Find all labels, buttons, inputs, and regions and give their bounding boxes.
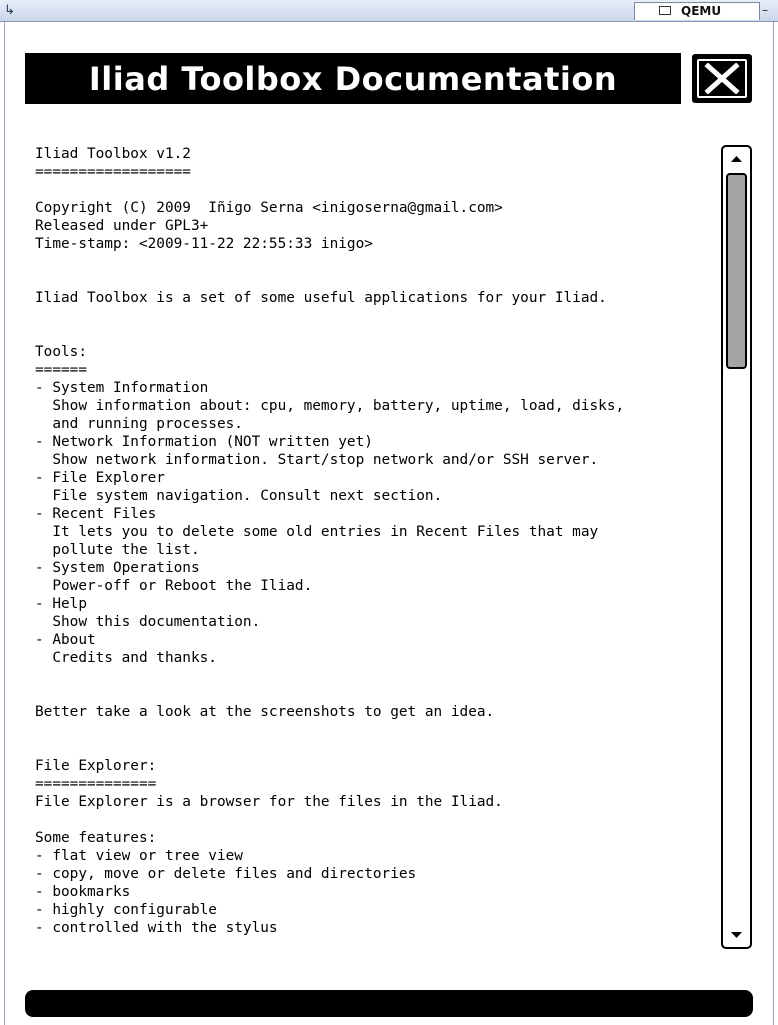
doc-line: Credits and thanks.	[35, 650, 217, 666]
documentation-text	[35, 145, 715, 945]
doc-line: File Explorer is a browser for the files in the Iliad.	[35, 794, 503, 810]
doc-line: - highly configurable	[35, 902, 217, 918]
doc-line: - Help	[35, 596, 87, 612]
doc-line	[35, 271, 715, 289]
doc-line: - bookmarks	[35, 884, 131, 900]
doc-line: ==============	[35, 776, 157, 792]
doc-line: - copy, move or delete files and directories	[35, 866, 417, 882]
doc-line: - System Information	[35, 380, 209, 396]
doc-line: ======	[35, 362, 87, 378]
doc-line: Better take a look at the screenshots to get an idea.	[35, 704, 495, 720]
window-titlebar	[0, 0, 778, 22]
doc-line: File system navigation. Consult next section.	[35, 488, 443, 504]
window-icon	[659, 6, 671, 15]
doc-line: pollute the list.	[35, 542, 200, 558]
doc-line: Some features:	[35, 830, 157, 846]
doc-line: Iliad Toolbox v1.2	[35, 146, 191, 162]
doc-line: It lets you to delete some old entries in Recent Files that may	[35, 524, 599, 540]
doc-line: - System Operations	[35, 560, 200, 576]
doc-line: ==================	[35, 164, 191, 180]
doc-line: Iliad Toolbox is a set of some useful applications for your Iliad.	[35, 290, 607, 306]
doc-line	[35, 721, 715, 739]
scroll-up-arrow-icon[interactable]	[723, 149, 750, 169]
doc-line: Copyright (C) 2009 Iñigo Serna <inigoserna@gmail.com>	[35, 200, 503, 216]
doc-line	[35, 307, 715, 325]
doc-line: - flat view or tree view	[35, 848, 243, 864]
close-icon	[704, 63, 740, 94]
window-tab-label: QEMU	[681, 4, 722, 18]
scrollbar-thumb[interactable]	[726, 173, 747, 369]
doc-line: - File Explorer	[35, 470, 165, 486]
doc-line: - About	[35, 632, 96, 648]
doc-line	[35, 181, 715, 199]
doc-line: Released under GPL3+	[35, 218, 209, 234]
close-button[interactable]	[692, 54, 752, 103]
doc-line: - controlled with the stylus	[35, 920, 278, 936]
doc-line	[35, 685, 715, 703]
doc-line: - Recent Files	[35, 506, 157, 522]
doc-line: Show information about: cpu, memory, battery, uptime, load, disks,	[35, 398, 625, 414]
doc-line	[35, 739, 715, 757]
doc-line: File Explorer:	[35, 758, 157, 774]
doc-line: Power-off or Reboot the Iliad.	[35, 578, 313, 594]
window-menu-icon[interactable]: ↳	[4, 3, 15, 18]
doc-line	[35, 325, 715, 343]
doc-line: and running processes.	[35, 416, 243, 432]
page-title: Iliad Toolbox Documentation	[25, 53, 681, 104]
vertical-scrollbar[interactable]	[721, 145, 752, 949]
status-bar	[25, 990, 753, 1017]
doc-line: - Network Information (NOT written yet)	[35, 434, 373, 450]
doc-line	[35, 667, 715, 685]
doc-line	[35, 811, 715, 829]
doc-line: Tools:	[35, 344, 87, 360]
doc-line: Show network information. Start/stop network and/or SSH server.	[35, 452, 599, 468]
doc-line: Show this documentation.	[35, 614, 261, 630]
doc-line: Time-stamp: <2009-11-22 22:55:33 inigo>	[35, 236, 373, 252]
doc-line	[35, 253, 715, 271]
scroll-down-arrow-icon[interactable]	[723, 925, 750, 945]
minimize-button[interactable]: –	[762, 3, 768, 17]
window-tab-qemu[interactable]	[634, 2, 760, 20]
